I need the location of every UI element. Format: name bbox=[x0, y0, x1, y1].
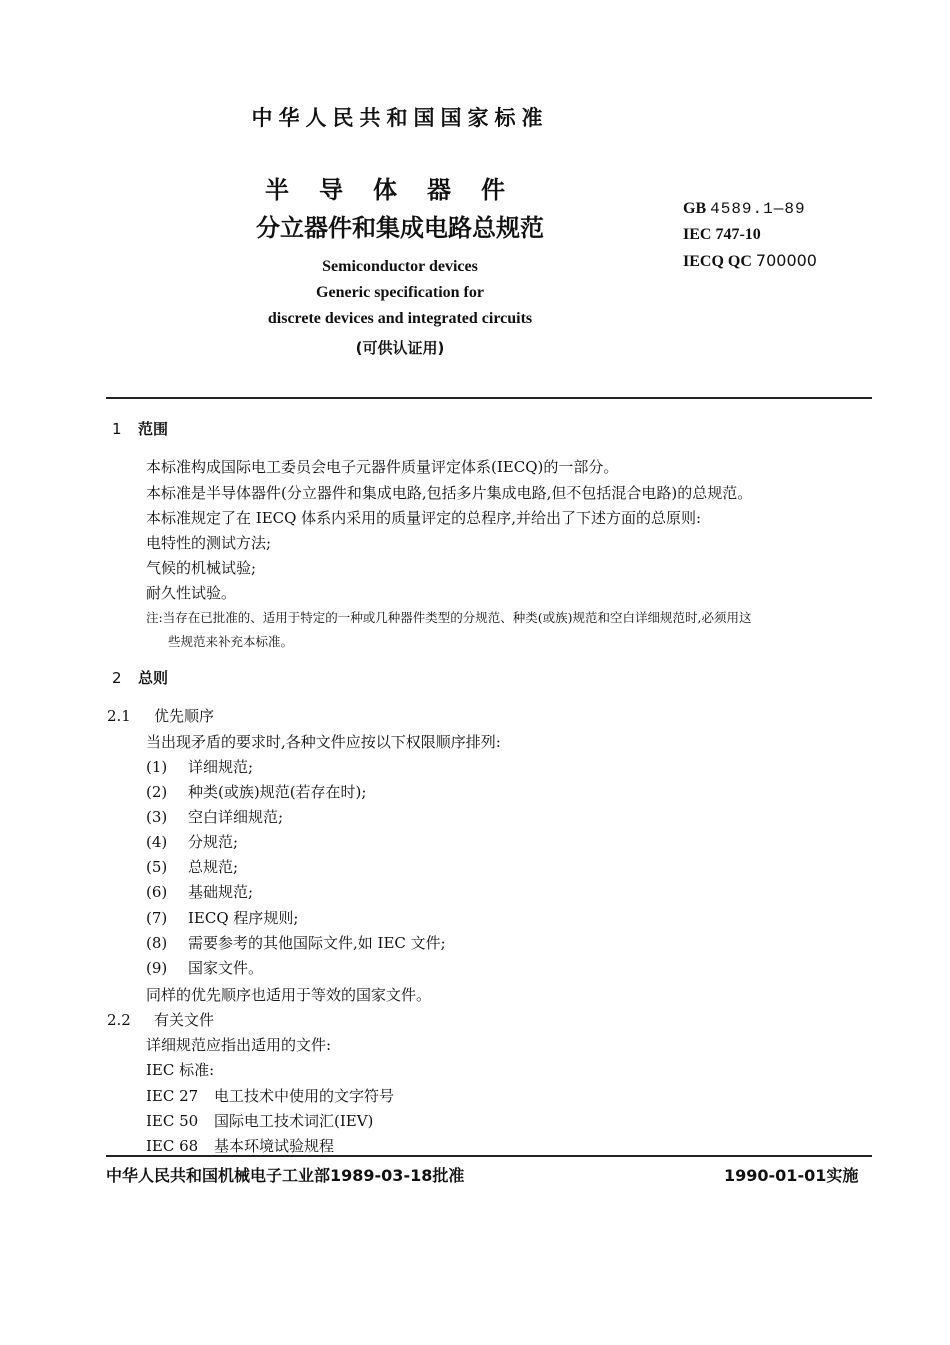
section-1-heading bbox=[112, 418, 168, 439]
title-cn-line2: 分立器件和集成电路总规范 bbox=[256, 214, 544, 242]
subsection-2-2-title: 有关文件 bbox=[154, 1011, 215, 1029]
subsection-2-1-title: 优先顺序 bbox=[154, 707, 215, 725]
list-item: (2) 种类(或族)规范(若存在时); bbox=[146, 783, 367, 801]
list-item: (3) 空白详细规范; bbox=[146, 808, 284, 826]
std-iecq-number: 700000 bbox=[755, 251, 817, 270]
section-1-paragraph: 耐久性试验。 bbox=[146, 584, 237, 602]
title-en-line3: discrete devices and integrated circuits bbox=[267, 310, 533, 327]
subsection-2-2-number: 2.2 bbox=[107, 1011, 131, 1029]
section-1-paragraph: 本标准是半导体器件(分立器件和集成电路,包括多片集成电路,但不包括混合电路)的总规范。 bbox=[146, 484, 753, 502]
section-2-title: 总则 bbox=[138, 669, 169, 687]
subsection-2-2-intro: 详细规范应指出适用的文件: bbox=[146, 1036, 332, 1054]
std-gb-prefix: GB bbox=[683, 200, 707, 217]
section-2-number: 2 bbox=[112, 669, 122, 687]
implementation-date: 1990-01-01实施 bbox=[724, 1166, 859, 1185]
std-number-gb bbox=[683, 200, 806, 218]
subsection-2-1-intro: 当出现矛盾的要求时,各种文件应按以下权限顺序排列: bbox=[146, 733, 501, 751]
section-1-paragraph: 电特性的测试方法; bbox=[146, 534, 272, 552]
list-item: (6) 基础规范; bbox=[146, 883, 254, 901]
subsection-2-2-heading bbox=[107, 1009, 214, 1030]
section-1-note-line1: 注:当存在已批准的、适用于特定的一种或几种器件类型的分规范、种类(或族)规范和空白详细规范时,必须用这 bbox=[146, 610, 752, 625]
section-2-heading bbox=[112, 667, 168, 688]
std-number-iecq bbox=[683, 251, 817, 271]
std-iecq-prefix: IECQ QC bbox=[683, 253, 752, 270]
list-item: (7) IECQ 程序规则; bbox=[146, 909, 299, 927]
std-iec: IEC 747-10 bbox=[683, 226, 761, 243]
title-cn-line1: 半导体器件 bbox=[265, 176, 535, 204]
list-item: (4) 分规范; bbox=[146, 833, 239, 851]
section-1-note-line2: 些规范来补充本标准。 bbox=[168, 634, 294, 649]
header-divider bbox=[106, 397, 872, 399]
section-1-paragraph: 气候的机械试验; bbox=[146, 559, 257, 577]
subsection-2-1-closing: 同样的优先顺序也适用于等效的国家文件。 bbox=[146, 986, 432, 1004]
title-en-line1: Semiconductor devices bbox=[322, 258, 478, 275]
title-note: (可供认证用) bbox=[355, 339, 445, 357]
iec-document-row: IEC 27 电工技术中使用的文字符号 bbox=[146, 1087, 395, 1105]
iec-standards-label: IEC 标准: bbox=[146, 1061, 215, 1079]
list-item: (5) 总规范; bbox=[146, 858, 239, 876]
subsection-2-1-heading bbox=[107, 705, 214, 726]
approval-line: 中华人民共和国机械电子工业部1989-03-18批准 bbox=[106, 1166, 465, 1185]
footer-divider bbox=[106, 1155, 872, 1157]
std-gb-number: 4589.1—89 bbox=[710, 200, 806, 218]
list-item: (1) 详细规范; bbox=[146, 758, 254, 776]
list-item: (8) 需要参考的其他国际文件,如 IEC 文件; bbox=[146, 934, 446, 952]
section-1-paragraph: 本标准构成国际电工委员会电子元器件质量评定体系(IECQ)的一部分。 bbox=[146, 458, 619, 476]
list-item: (9) 国家文件。 bbox=[146, 959, 264, 977]
subsection-2-1-number: 2.1 bbox=[107, 707, 131, 725]
iec-document-row: IEC 68 基本环境试验规程 bbox=[146, 1137, 335, 1155]
section-1-number: 1 bbox=[112, 420, 122, 438]
iec-document-row: IEC 50 国际电工技术词汇(IEV) bbox=[146, 1112, 374, 1130]
section-1-title: 范围 bbox=[138, 420, 169, 438]
title-en-line2: Generic specification for bbox=[316, 284, 484, 301]
std-number-iec bbox=[683, 226, 761, 244]
national-standard-title: 中华人民共和国国家标准 bbox=[251, 106, 549, 130]
section-1-paragraph: 本标准规定了在 IECQ 体系内采用的质量评定的总程序,并给出了下述方面的总原则: bbox=[146, 509, 702, 527]
